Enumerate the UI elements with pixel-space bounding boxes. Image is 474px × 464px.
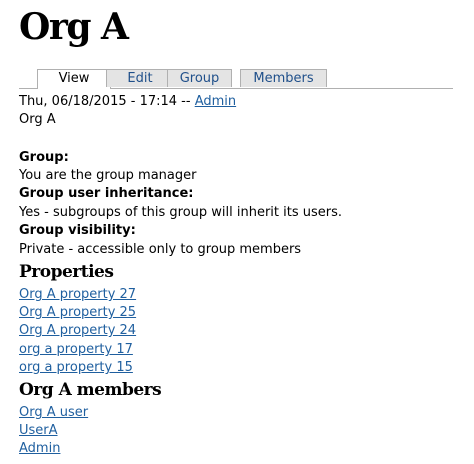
- visibility-value: Private - accessible only to group members: [19, 242, 302, 257]
- tab-edit[interactable]: Edit: [106, 69, 174, 87]
- property-link[interactable]: Org A property 24: [19, 323, 137, 338]
- submitted-info: [19, 93, 236, 111]
- inheritance-value: Yes - subgroups of this group will inherit its users.: [19, 205, 343, 220]
- members-heading: Org A members: [19, 380, 162, 400]
- property-link[interactable]: Org A property 25: [19, 305, 137, 320]
- member-link[interactable]: Admin: [19, 441, 61, 456]
- tab-members[interactable]: Members: [240, 69, 327, 87]
- member-link[interactable]: Org A user: [19, 405, 89, 420]
- tab-bar: [19, 69, 453, 89]
- property-link[interactable]: org a property 15: [19, 360, 133, 375]
- page-title: Org A: [19, 6, 128, 48]
- visibility-label: Group visibility:: [19, 223, 136, 238]
- submitted-date: Thu, 06/18/2015 - 17:14 --: [19, 94, 191, 109]
- properties-heading: Properties: [19, 262, 114, 282]
- tab-group[interactable]: Group: [167, 69, 232, 87]
- tab-view[interactable]: View: [37, 69, 111, 89]
- author-link[interactable]: Admin: [194, 94, 237, 109]
- group-label: Group:: [19, 150, 69, 165]
- group-value: You are the group manager: [19, 168, 197, 183]
- inheritance-label: Group user inheritance:: [19, 186, 194, 201]
- body-text: Org A: [19, 112, 56, 127]
- property-link[interactable]: org a property 17: [19, 342, 133, 357]
- member-link[interactable]: UserA: [19, 423, 58, 438]
- property-link[interactable]: Org A property 27: [19, 287, 137, 302]
